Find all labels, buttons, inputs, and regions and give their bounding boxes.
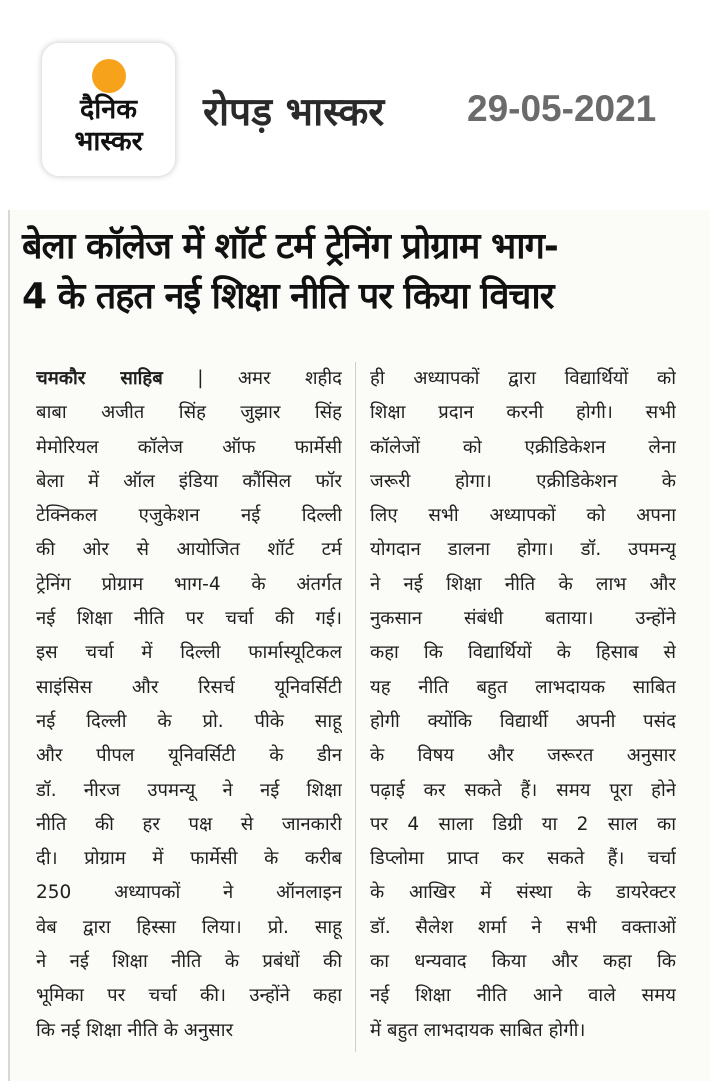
- article-line: भूमिका पर चर्चा की। उन्होंने कहा: [36, 985, 342, 1007]
- article-line: ट्रेनिंग प्रोग्राम भाग-4 के अंतर्गत: [36, 573, 342, 595]
- article-column-right: [370, 362, 676, 1048]
- article-line: बेला में ऑल इंडिया कौंसिल फॉर: [36, 470, 342, 492]
- article-line: ने नई शिक्षा नीति के लाभ और: [370, 573, 676, 595]
- sun-icon: [92, 59, 126, 93]
- article-line: और पीपल यूनिवर्सिटी के डीन: [36, 745, 342, 767]
- publication-date: 29-05-2021: [467, 88, 657, 129]
- article-line: नुकसान संबंधी बताया। उन्होंने: [370, 608, 676, 630]
- article-line: नई दिल्ली के प्रो. पीके साहू: [36, 710, 342, 732]
- logo-text-line1: दैनिक: [79, 94, 138, 125]
- article-line: कहा कि विद्यार्थियों के हिसाब से: [370, 642, 676, 664]
- article-line: शिक्षा प्रदान करनी होगी। सभी: [370, 402, 676, 424]
- article-line: बाबा अजीत सिंह जुझार सिंह: [36, 402, 342, 424]
- article-line: वेब द्वारा हिस्सा लिया। प्रो. साहू: [36, 916, 342, 938]
- article-line: की ओर से आयोजित शॉर्ट टर्म: [36, 539, 342, 561]
- article-line: [36, 362, 342, 396]
- article-line: नई शिक्षा नीति आने वाले समय: [370, 985, 676, 1007]
- article-line: नीति की हर पक्ष से जानकारी: [36, 813, 342, 835]
- article-line-text: | अमर शहीद: [197, 368, 342, 389]
- article-line: कि नई शिक्षा नीति के अनुसार: [36, 1019, 234, 1041]
- article-line: पढ़ाई कर सकते हैं। समय पूरा होने: [370, 779, 676, 801]
- article-line: डॉ. सैलेश शर्मा ने सभी वक्ताओं: [370, 916, 676, 938]
- headline-line: बेला कॉलेज में शॉर्ट टर्म ट्रेनिंग प्रोग्राम भाग-: [22, 226, 558, 267]
- article-line: में बहुत लाभदायक साबित होगी।: [370, 1019, 586, 1041]
- article-line: लिए सभी अध्यापकों को अपना: [370, 505, 676, 527]
- newspaper-header: [0, 0, 716, 200]
- article-line: ही अध्यापकों द्वारा विद्यार्थियों को: [370, 368, 676, 389]
- article-line: डॉ. नीरज उपमन्यू ने नई शिक्षा: [36, 779, 342, 801]
- article-line: नई शिक्षा नीति पर चर्चा की गई।: [36, 608, 342, 630]
- article-line: के आखिर में संस्था के डायरेक्टर: [370, 882, 676, 904]
- article-line: साइंसिस और रिसर्च यूनिवर्सिटी: [36, 676, 342, 698]
- logo-text-line2: भास्कर: [74, 126, 143, 157]
- article-line: दी। प्रोग्राम में फार्मेसी के करीब: [36, 848, 342, 870]
- article-line: 250 अध्यापकों ने ऑनलाइन: [36, 882, 342, 904]
- article-line: जरूरी होगा। एक्रीडिकेशन के: [370, 470, 676, 492]
- article-line: यह नीति बहुत लाभदायक साबित: [370, 676, 676, 698]
- article-line: कॉलेजों को एक्रीडिकेशन लेना: [370, 436, 676, 458]
- article-column-left: [36, 362, 342, 1048]
- article-headline: [22, 222, 702, 322]
- article-line: टेक्निकल एजुकेशन नई दिल्ली: [36, 505, 342, 527]
- article-line: होगी क्योंकि विद्यार्थी अपनी पसंद: [370, 710, 676, 732]
- article-line: डिप्लोमा प्राप्त कर सकते हैं। चर्चा: [370, 848, 676, 870]
- column-divider: [355, 362, 356, 1052]
- article-line: मेमोरियल कॉलेज ऑफ फार्मेसी: [36, 436, 342, 458]
- edition-name: रोपड़ भास्कर: [203, 90, 385, 135]
- dainik-bhaskar-logo: [41, 42, 176, 177]
- article-line: के विषय और जरूरत अनुसार: [370, 745, 676, 767]
- article-line: का धन्यवाद किया और कहा कि: [370, 951, 676, 973]
- article-line: ने नई शिक्षा नीति के प्रबंधों की: [36, 951, 342, 973]
- article-line: योगदान डालना होगा। डॉ. उपमन्यू: [370, 539, 676, 561]
- article-line: इस चर्चा में दिल्ली फार्मास्यूटिकल: [36, 642, 342, 664]
- dateline: चमकौर साहिब: [36, 368, 163, 389]
- headline-line: 4 के तहत नई शिक्षा नीति पर किया विचार: [22, 276, 554, 317]
- article-line: पर 4 साला डिग्री या 2 साल का: [370, 813, 676, 835]
